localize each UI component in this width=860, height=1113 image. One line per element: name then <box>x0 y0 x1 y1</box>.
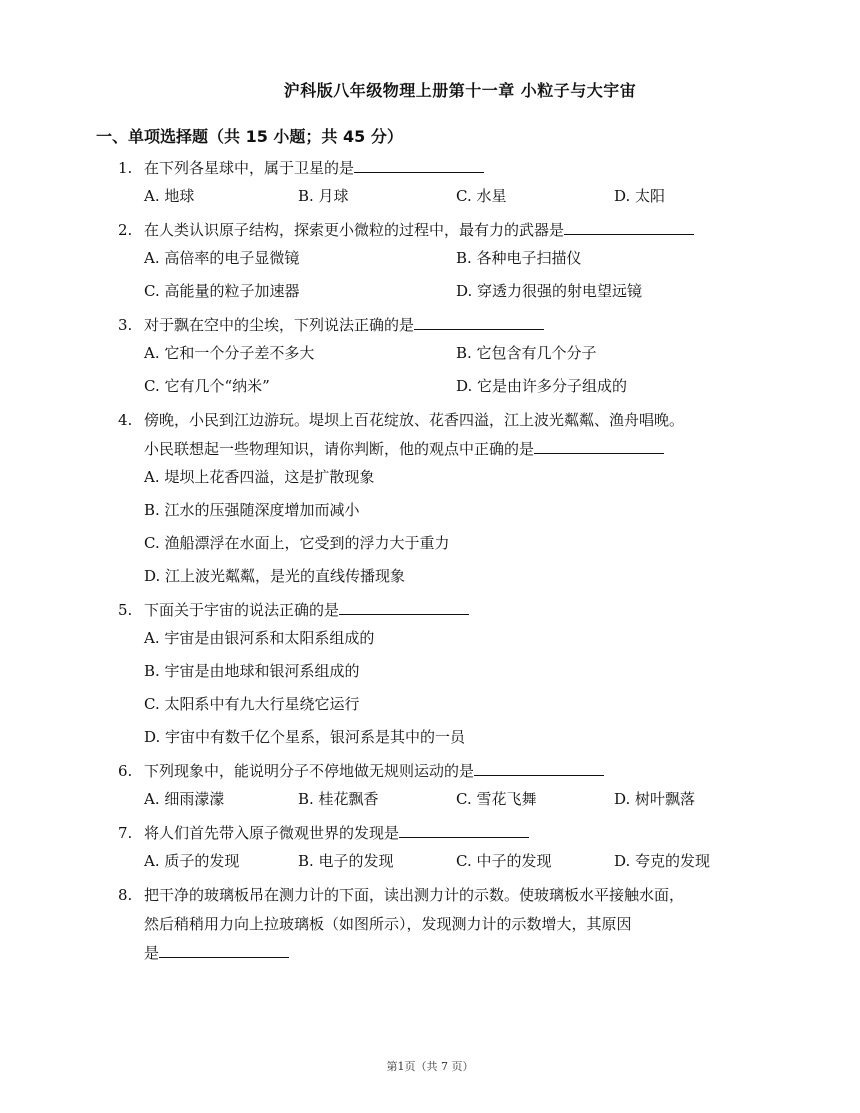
answer-blank <box>159 942 289 958</box>
question-8-stem-line2: 然后稍稍用力向上拉玻璃板（如图所示），发现测力计的示数增大，其原因 <box>144 915 632 933</box>
section-heading: 一、单项选择题（共 15 小题；共 45 分） <box>96 127 403 146</box>
question-4-option-b: B. 江水的压强随深度增加而减小 <box>144 501 360 519</box>
question-8-stem-line3: 是 <box>144 940 289 966</box>
question-7-stem: 7. 将人们首先带入原子微观世界的发现是 <box>118 820 529 846</box>
answer-blank <box>474 760 604 776</box>
question-7-option-d: D. 夸克的发现 <box>614 852 711 870</box>
question-2-option-b: B. 各种电子扫描仪 <box>456 249 582 267</box>
question-1-option-d: D. 太阳 <box>614 187 666 205</box>
question-1-option-b: B. 月球 <box>298 187 349 205</box>
question-1-option-c: C. 水星 <box>456 187 507 205</box>
question-5-option-c: C. 太阳系中有九大行星绕它运行 <box>144 695 360 713</box>
question-6-option-c: C. 雪花飞舞 <box>456 790 537 808</box>
question-6-stem: 6. 下列现象中，能说明分子不停地做无规则运动的是 <box>118 758 604 784</box>
answer-blank <box>534 438 664 454</box>
question-1-option-a: A. 地球 <box>144 187 195 205</box>
answer-blank <box>399 822 529 838</box>
question-3-option-c: C. 它有几个“纳米” <box>144 377 270 395</box>
question-4-stem-line2: 小民联想起一些物理知识，请你判断，他的观点中正确的是 <box>144 436 664 462</box>
question-5-stem: 5. 下面关于宇宙的说法正确的是 <box>118 597 469 623</box>
question-4-option-c: C. 渔船漂浮在水面上，它受到的浮力大于重力 <box>144 534 450 552</box>
question-3-option-a: A. 它和一个分子差不多大 <box>144 344 315 362</box>
question-3-stem: 3. 对于飘在空中的尘埃，下列说法正确的是 <box>118 312 544 338</box>
question-4-stem: 4. 傍晚，小民到江边游玩。堤坝上百花绽放、花香四溢，江上波光粼粼、渔舟唱晚。 <box>118 411 685 429</box>
question-7-option-b: B. 电子的发现 <box>298 852 394 870</box>
question-5-option-a: A. 宇宙是由银河系和太阳系组成的 <box>144 629 375 647</box>
answer-blank <box>564 219 694 235</box>
question-2-option-c: C. 高能量的粒子加速器 <box>144 282 300 300</box>
question-7-option-c: C. 中子的发现 <box>456 852 552 870</box>
question-8-stem: 8. 把干净的玻璃板吊在测力计的下面，读出测力计的示数。使玻璃板水平接触水面， <box>118 886 685 904</box>
question-3-option-b: B. 它包含有几个分子 <box>456 344 597 362</box>
question-6-option-a: A. 细雨濛濛 <box>144 790 225 808</box>
question-1-stem: 1. 在下列各星球中，属于卫星的是 <box>118 155 484 181</box>
question-5-option-d: D. 宇宙中有数千亿个星系，银河系是其中的一员 <box>144 728 466 746</box>
question-4-option-d: D. 江上波光粼粼，是光的直线传播现象 <box>144 567 406 585</box>
question-2-option-d: D. 穿透力很强的射电望远镜 <box>456 282 643 300</box>
question-2-option-a: A. 高倍率的电子显微镜 <box>144 249 300 267</box>
question-4-option-a: A. 堤坝上花香四溢，这是扩散现象 <box>144 468 375 486</box>
question-7-option-a: A. 质子的发现 <box>144 852 240 870</box>
question-6-option-b: B. 桂花飘香 <box>298 790 379 808</box>
page-title: 沪科版八年级物理上册第十一章 小粒子与大宇宙 <box>283 81 637 100</box>
question-6-option-d: D. 树叶飘落 <box>614 790 696 808</box>
answer-blank <box>354 157 484 173</box>
question-5-option-b: B. 宇宙是由地球和银河系组成的 <box>144 662 360 680</box>
answer-blank <box>339 599 469 615</box>
question-3-option-d: D. 它是由许多分子组成的 <box>456 377 628 395</box>
question-2-stem: 2. 在人类认识原子结构，探索更小微粒的过程中，最有力的武器是 <box>118 217 694 243</box>
answer-blank <box>414 314 544 330</box>
page-footer: 第1页（共 7 页） <box>386 1060 474 1073</box>
